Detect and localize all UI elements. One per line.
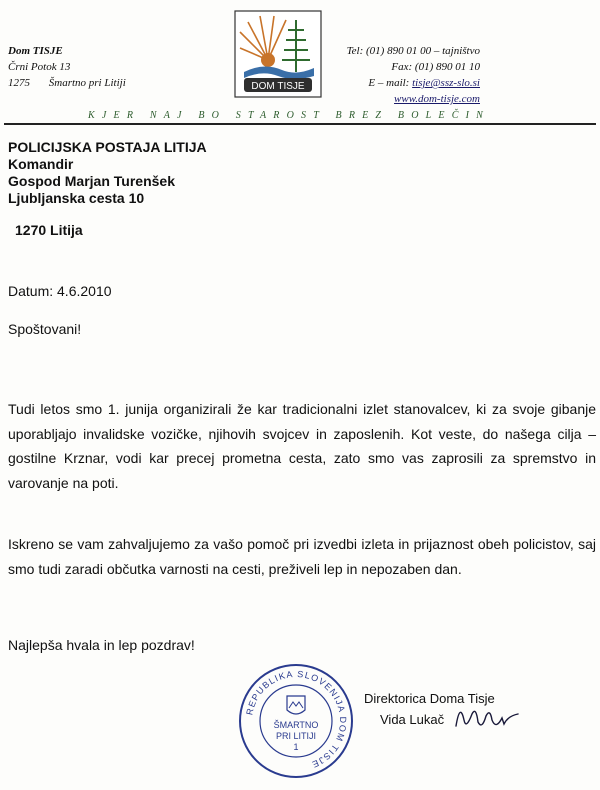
sender-postcode: 1275 [8,77,30,89]
contact-info [330,43,480,107]
recipient-line-2: Komandir [8,156,74,172]
coat-of-arms-icon [287,696,305,714]
sender-town: Šmartno pri Litiji [48,77,126,89]
mountain-icon [289,702,303,708]
paragraph-2: Iskreno se vam zahvaljujemo za vašo pomoč pri izvedbi izleta in prijaznost obeh policistov, saj smo tudi zaradi občutka varnosti na cesti, preživeli lep in nepozaben dan. [8,536,596,577]
sender-name: Dom TISJE [8,45,63,57]
motto: KJER NAJ BO STAROST BREZ BOLEČIN [88,110,490,121]
paragraph-1: Tudi letos smo 1. junija organizirali že kar tradicionalni izlet stanovalcev, ki za svoje gibanje uporabljajo invalidske vozičke, njihovih svojcev in zaposlenih. Kot veste, do našega cilja – gostilne Krznar, vodi kar precej prometna cesta, zato smo vas zaprosili za spremstvo in varovanje na poti. [8,401,596,492]
stamp-center-line-1: ŠMARTNO [273,720,319,730]
closing: Najlepša hvala in lep pozdrav! [8,637,195,653]
signatory-name: Vida Lukač [380,712,445,727]
stamp-ring-text: REPUBLIKA SLOVENIJA DOM TISJE [244,668,349,771]
logo-text: DOM TISJE [251,81,305,92]
greeting: Spoštovani! [8,321,82,337]
recipient-line-4: Ljubljanska cesta 10 [8,190,145,206]
email-label: E – mail: [368,77,410,89]
header-divider [4,123,596,125]
dom-tisje-logo [234,10,322,98]
recipient-city: 1270 Litija [15,222,83,238]
stamp-center-line-2: PRI LITIJI [275,731,317,741]
sender-street: Črni Potok 13 [8,61,71,73]
stamp-number: 1 [293,742,299,752]
letter-date: Datum: 4.6.2010 [8,283,112,299]
handwritten-signature [452,696,522,736]
website-link[interactable]: www.dom-tisje.com [394,93,480,105]
sender-address [8,43,126,91]
recipient-address [8,139,207,207]
recipient-line-1: POLICIJSKA POSTAJA LITIJA [8,139,207,155]
email-link[interactable]: tisje@ssz-slo.si [412,77,480,89]
fax: Fax: (01) 890 01 10 [391,61,480,73]
signatory-title: Direktorica Doma Tisje [364,691,495,706]
telephone: Tel: (01) 890 01 00 – tajništvo [346,45,480,57]
official-stamp [237,662,355,780]
recipient-line-3: Gospod Marjan Turenšek [8,173,175,189]
